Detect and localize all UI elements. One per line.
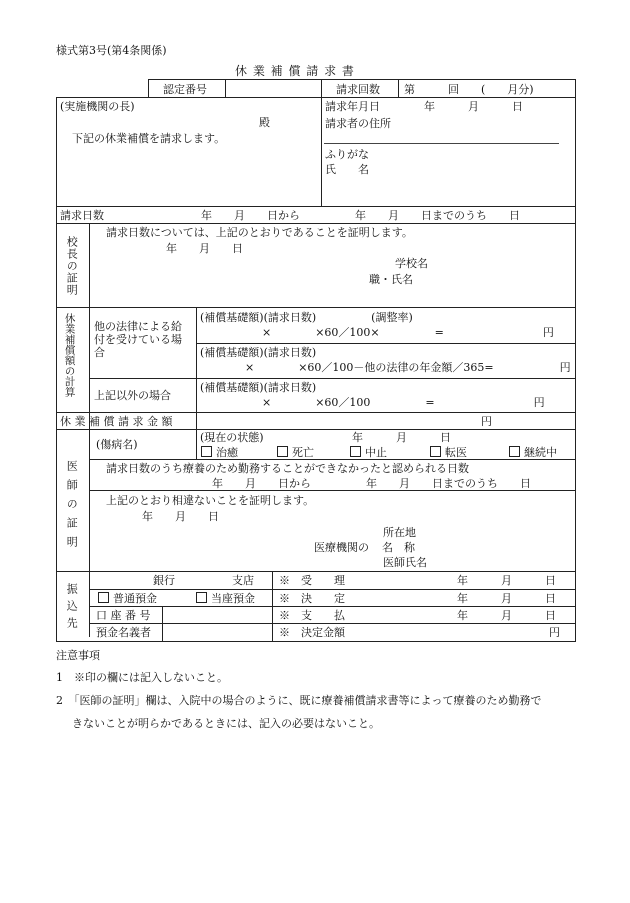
doctor-name-label: 医師氏名 bbox=[383, 556, 427, 569]
office-decision-date: 年 月 日 bbox=[457, 592, 556, 605]
principal-side-label: 校長の証明 bbox=[65, 236, 79, 296]
calc-row3-formula: × ×60／100 = 円 bbox=[262, 396, 545, 409]
institution-statement: 下記の休業補償を請求します。 bbox=[72, 132, 226, 145]
facility-label: 医療機関の bbox=[314, 541, 369, 554]
notes-title: 注意事項 bbox=[56, 649, 100, 662]
checkbox-icon[interactable] bbox=[509, 446, 520, 457]
checkbox-icon[interactable] bbox=[98, 592, 109, 603]
checkbox-icon[interactable] bbox=[196, 592, 207, 603]
calc-row2-head: (補償基礎額)(請求日数) bbox=[200, 346, 317, 359]
status-label: (現在の状態) bbox=[200, 431, 264, 444]
principal-date: 年 月 日 bbox=[166, 242, 243, 255]
requester-address-label: 請求者の住所 bbox=[325, 117, 391, 130]
branch-label: 支店 bbox=[232, 574, 254, 587]
unable-days-label: 請求日数のうち療養のため勤務することができなかったと認められる日数 bbox=[106, 462, 469, 475]
savings-current[interactable]: 当座預金 bbox=[196, 592, 255, 605]
form-title: 休 業 補 償 請 求 書 bbox=[235, 64, 355, 78]
checkbox-icon[interactable] bbox=[430, 446, 441, 457]
status-option-death[interactable]: 死亡 bbox=[277, 446, 314, 459]
checkbox-icon[interactable] bbox=[350, 446, 361, 457]
calc-side-label: 休業補償額の計算 bbox=[63, 313, 76, 397]
note-1: 1 ※印の欄には記入しないこと。 bbox=[56, 671, 228, 684]
checkbox-icon[interactable] bbox=[277, 446, 288, 457]
unable-days-range: 年 月 日から 年 月 日までのうち 日 bbox=[212, 477, 531, 490]
calc-row1-head: (補償基礎額)(請求日数) (調整率) bbox=[200, 311, 413, 324]
claim-days-range: 年 月 日から 年 月 日までのうち 日 bbox=[201, 209, 520, 222]
amount-unit: 円 bbox=[481, 415, 492, 428]
office-payment-date: 年 月 日 bbox=[457, 609, 556, 622]
principal-statement: 請求日数については、上記のとおりであることを証明します。 bbox=[106, 226, 413, 239]
other-case-label: 上記以外の場合 bbox=[94, 389, 171, 402]
facility-address-label: 所在地 bbox=[383, 526, 416, 539]
claim-days-label: 請求日数 bbox=[60, 209, 104, 222]
request-count-value: 第 回 ( 月分) bbox=[404, 83, 534, 96]
other-law-label: 他の法律による給付を受けている場合 bbox=[94, 320, 182, 360]
status-option-cure[interactable]: 治癒 bbox=[201, 446, 238, 459]
doctor-side-label: 医師の証明 bbox=[65, 460, 79, 555]
checkbox-icon[interactable] bbox=[201, 446, 212, 457]
status-option-transfer[interactable]: 転医 bbox=[430, 446, 467, 459]
office-receipt: ※ 受 理 bbox=[279, 574, 345, 587]
calc-row1-formula: × ×60／100× = 円 bbox=[262, 326, 554, 339]
school-name-label: 学校名 bbox=[395, 257, 428, 270]
bank-label: 銀行 bbox=[153, 574, 175, 587]
requester-name-label: 氏 名 bbox=[325, 163, 369, 176]
calc-row3-head: (補償基礎額)(請求日数) bbox=[200, 381, 317, 394]
principal-name-label: 職・氏名 bbox=[369, 273, 413, 286]
status-option-continuing[interactable]: 継続中 bbox=[509, 446, 557, 459]
honorific: 殿 bbox=[259, 116, 270, 129]
injury-label: (傷病名) bbox=[96, 438, 138, 451]
office-decision: ※ 決 定 bbox=[279, 592, 345, 605]
doctor-date: 年 月 日 bbox=[142, 510, 219, 523]
institution-label: (実施機関の長) bbox=[60, 100, 135, 113]
status-date: 年 月 日 bbox=[352, 431, 451, 444]
note-2-line1: 2 「医師の証明」欄は、入院中の場合のように、既に療養補償請求書等によって療養のため勤務で bbox=[56, 694, 542, 707]
note-2-line2: きないことが明らかであるときには、記入の必要はないこと。 bbox=[72, 717, 380, 730]
transfer-side-label: 振込先 bbox=[65, 583, 79, 634]
account-no-label: 口 座 番 号 bbox=[96, 609, 151, 622]
form-number: 様式第3号(第4条関係) bbox=[56, 44, 167, 57]
savings-ordinary[interactable]: 普通預金 bbox=[98, 592, 157, 605]
office-receipt-date: 年 月 日 bbox=[457, 574, 556, 587]
facility-name-label: 名 称 bbox=[382, 541, 415, 554]
office-amount-unit: 円 bbox=[549, 626, 560, 639]
doctor-certify: 上記のとおり相違ないことを証明します。 bbox=[106, 494, 315, 507]
amount-label: 休 業 補 償 請 求 金 額 bbox=[60, 415, 173, 428]
office-decided-amount: ※ 決定金額 bbox=[279, 626, 345, 639]
request-date: 請求年月日 年 月 日 bbox=[325, 100, 523, 113]
account-holder-label: 預金名義者 bbox=[96, 626, 151, 639]
furigana-label: ふりがな bbox=[325, 148, 369, 161]
request-count-label: 請求回数 bbox=[336, 83, 380, 96]
calc-row2-formula: × ×60／100－他の法律の年金額／365= 円 bbox=[245, 361, 571, 374]
status-option-stop[interactable]: 中止 bbox=[350, 446, 387, 459]
cert-no-label: 認定番号 bbox=[163, 83, 207, 96]
office-payment: ※ 支 払 bbox=[279, 609, 345, 622]
